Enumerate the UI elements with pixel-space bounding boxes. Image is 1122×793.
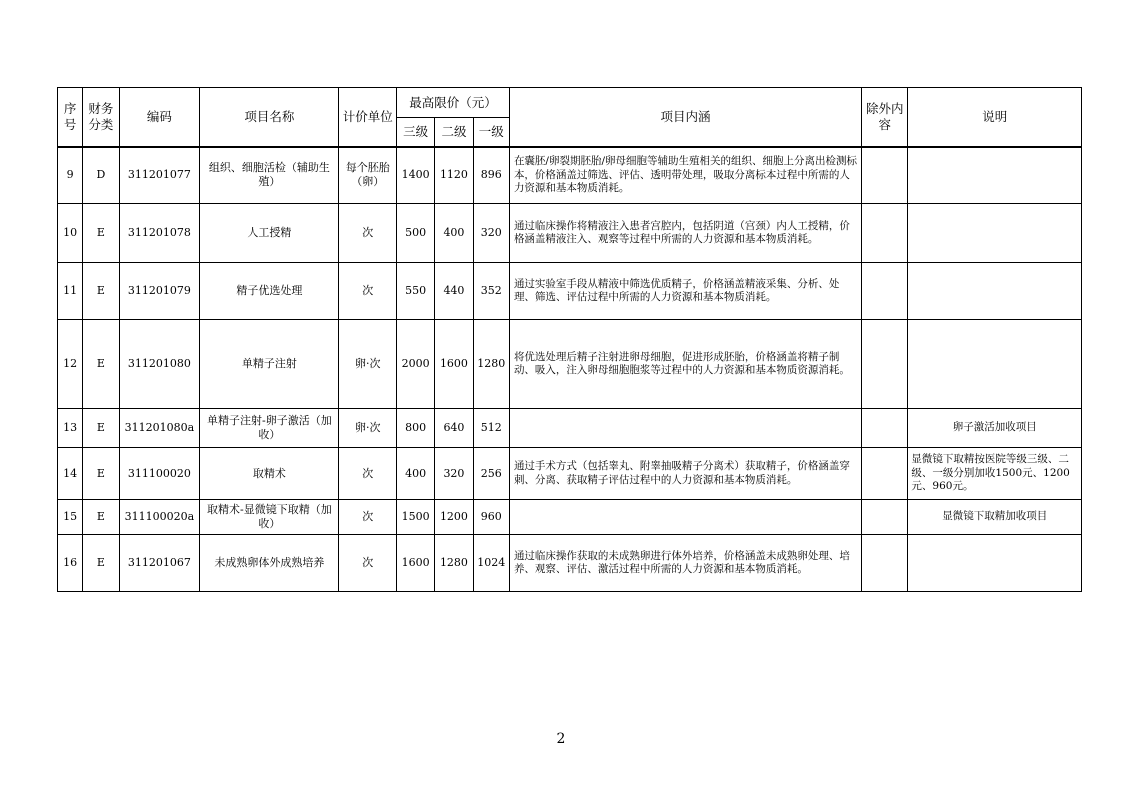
row-code: 311100020 xyxy=(119,448,200,500)
row-note: 显微镜下取精按医院等级三级、二级、一级分别加收1500元、1200元、960元。 xyxy=(908,448,1082,500)
row-code: 311201077 xyxy=(119,147,200,204)
row-level2: 1120 xyxy=(435,147,473,204)
header-level3: 三级 xyxy=(396,118,434,147)
row-unit: 次 xyxy=(339,500,397,535)
row-level2: 640 xyxy=(435,409,473,448)
row-level3: 2000 xyxy=(396,320,434,409)
row-category: D xyxy=(83,147,119,204)
row-name: 精子优选处理 xyxy=(200,263,339,320)
table-row xyxy=(58,535,1082,592)
row-category: E xyxy=(83,500,119,535)
row-content: 通过临床操作将精液注入患者宫腔内，包括阴道（宫颈）内人工授精，价格涵盖精液注入、观察等过程中所需的人力资源和基本物质消耗。 xyxy=(509,204,861,263)
row-unit: 次 xyxy=(339,204,397,263)
row-code: 311201080 xyxy=(119,320,200,409)
row-category: E xyxy=(83,448,119,500)
row-level1: 512 xyxy=(473,409,509,448)
row-content: 通过手术方式（包括睾丸、附睾抽吸精子分离术）获取精子，价格涵盖穿刺、分离、获取精子评估过程中的人力资源和基本物质消耗。 xyxy=(509,448,861,500)
table-row xyxy=(58,448,1082,500)
row-code: 311100020a xyxy=(119,500,200,535)
row-name: 组织、细胞活检（辅助生殖） xyxy=(200,147,339,204)
row-level3: 550 xyxy=(396,263,434,320)
row-content: 在囊胚/卵裂期胚胎/卵母细胞等辅助生殖相关的组织、细胞上分离出检测标本，价格涵盖过筛选、评估、透明带处理，吸取分离标本过程中所需的人力资源和基本物质消耗。 xyxy=(509,147,861,204)
row-seq: 12 xyxy=(58,320,83,409)
row-exclusion xyxy=(862,448,908,500)
row-level2: 1600 xyxy=(435,320,473,409)
row-content: 通过临床操作获取的未成熟卵进行体外培养，价格涵盖未成熟卵处理、培养、观察、评估、激活过程中所需的人力资源和基本物质消耗。 xyxy=(509,535,861,592)
row-level1: 256 xyxy=(473,448,509,500)
row-level1: 1024 xyxy=(473,535,509,592)
row-seq: 16 xyxy=(58,535,83,592)
row-code: 311201067 xyxy=(119,535,200,592)
row-level1: 896 xyxy=(473,147,509,204)
row-seq: 13 xyxy=(58,409,83,448)
row-content xyxy=(509,409,861,448)
header-code: 编码 xyxy=(119,88,200,147)
row-level2: 1200 xyxy=(435,500,473,535)
row-name: 取精术-显微镜下取精（加收） xyxy=(200,500,339,535)
row-category: E xyxy=(83,535,119,592)
row-content: 通过实验室手段从精液中筛选优质精子，价格涵盖精液采集、分析、处理、筛选、评估过程中所需的人力资源和基本物质消耗。 xyxy=(509,263,861,320)
row-name: 单精子注射-卵子激活（加收） xyxy=(200,409,339,448)
table-row xyxy=(58,500,1082,535)
price-table xyxy=(57,87,1082,592)
row-level3: 500 xyxy=(396,204,434,263)
row-level1: 960 xyxy=(473,500,509,535)
row-code: 311201079 xyxy=(119,263,200,320)
header-level1: 一级 xyxy=(473,118,509,147)
row-level3: 1500 xyxy=(396,500,434,535)
row-level3: 1600 xyxy=(396,535,434,592)
row-level2: 440 xyxy=(435,263,473,320)
row-exclusion xyxy=(862,147,908,204)
row-level1: 320 xyxy=(473,204,509,263)
row-name: 未成熟卵体外成熟培养 xyxy=(200,535,339,592)
header-level2: 二级 xyxy=(435,118,473,147)
header-note: 说明 xyxy=(908,88,1082,147)
row-seq: 9 xyxy=(58,147,83,204)
row-note: 显微镜下取精加收项目 xyxy=(908,500,1082,535)
row-level1: 1280 xyxy=(473,320,509,409)
row-seq: 15 xyxy=(58,500,83,535)
row-code: 311201080a xyxy=(119,409,200,448)
row-unit: 每个胚胎（卵） xyxy=(339,147,397,204)
row-note xyxy=(908,535,1082,592)
row-note xyxy=(908,320,1082,409)
row-level3: 800 xyxy=(396,409,434,448)
row-seq: 14 xyxy=(58,448,83,500)
row-unit: 次 xyxy=(339,448,397,500)
header-category: 财务分类 xyxy=(83,88,119,147)
row-level2: 400 xyxy=(435,204,473,263)
row-exclusion xyxy=(862,204,908,263)
row-seq: 11 xyxy=(58,263,83,320)
row-category: E xyxy=(83,409,119,448)
table-row xyxy=(58,263,1082,320)
row-exclusion xyxy=(862,320,908,409)
header-name: 项目名称 xyxy=(200,88,339,147)
row-content: 将优选处理后精子注射进卵母细胞，促进形成胚胎，价格涵盖将精子制动、吸入，注入卵母细胞胞浆等过程中的人力资源和基本物质资源消耗。 xyxy=(509,320,861,409)
row-unit: 卵·次 xyxy=(339,320,397,409)
row-note xyxy=(908,263,1082,320)
row-level3: 1400 xyxy=(396,147,434,204)
header-max-price: 最高限价（元） xyxy=(396,88,509,118)
row-level2: 320 xyxy=(435,448,473,500)
row-note: 卵子激活加收项目 xyxy=(908,409,1082,448)
row-seq: 10 xyxy=(58,204,83,263)
row-level1: 352 xyxy=(473,263,509,320)
row-note xyxy=(908,204,1082,263)
row-exclusion xyxy=(862,263,908,320)
row-unit: 卵·次 xyxy=(339,409,397,448)
page-number: 2 xyxy=(556,731,566,747)
row-level2: 1280 xyxy=(435,535,473,592)
row-level3: 400 xyxy=(396,448,434,500)
row-exclusion xyxy=(862,535,908,592)
row-name: 人工授精 xyxy=(200,204,339,263)
table-row xyxy=(58,147,1082,204)
row-note xyxy=(908,147,1082,204)
row-category: E xyxy=(83,263,119,320)
header-seq: 序号 xyxy=(58,88,83,147)
header-content: 项目内涵 xyxy=(509,88,861,147)
row-exclusion xyxy=(862,409,908,448)
table-row xyxy=(58,320,1082,409)
header-exclusion: 除外内容 xyxy=(862,88,908,147)
table-row xyxy=(58,204,1082,263)
row-category: E xyxy=(83,204,119,263)
table-row xyxy=(58,409,1082,448)
row-content xyxy=(509,500,861,535)
row-category: E xyxy=(83,320,119,409)
row-exclusion xyxy=(862,500,908,535)
header-unit: 计价单位 xyxy=(339,88,397,147)
row-unit: 次 xyxy=(339,535,397,592)
row-unit: 次 xyxy=(339,263,397,320)
row-name: 取精术 xyxy=(200,448,339,500)
row-name: 单精子注射 xyxy=(200,320,339,409)
row-code: 311201078 xyxy=(119,204,200,263)
